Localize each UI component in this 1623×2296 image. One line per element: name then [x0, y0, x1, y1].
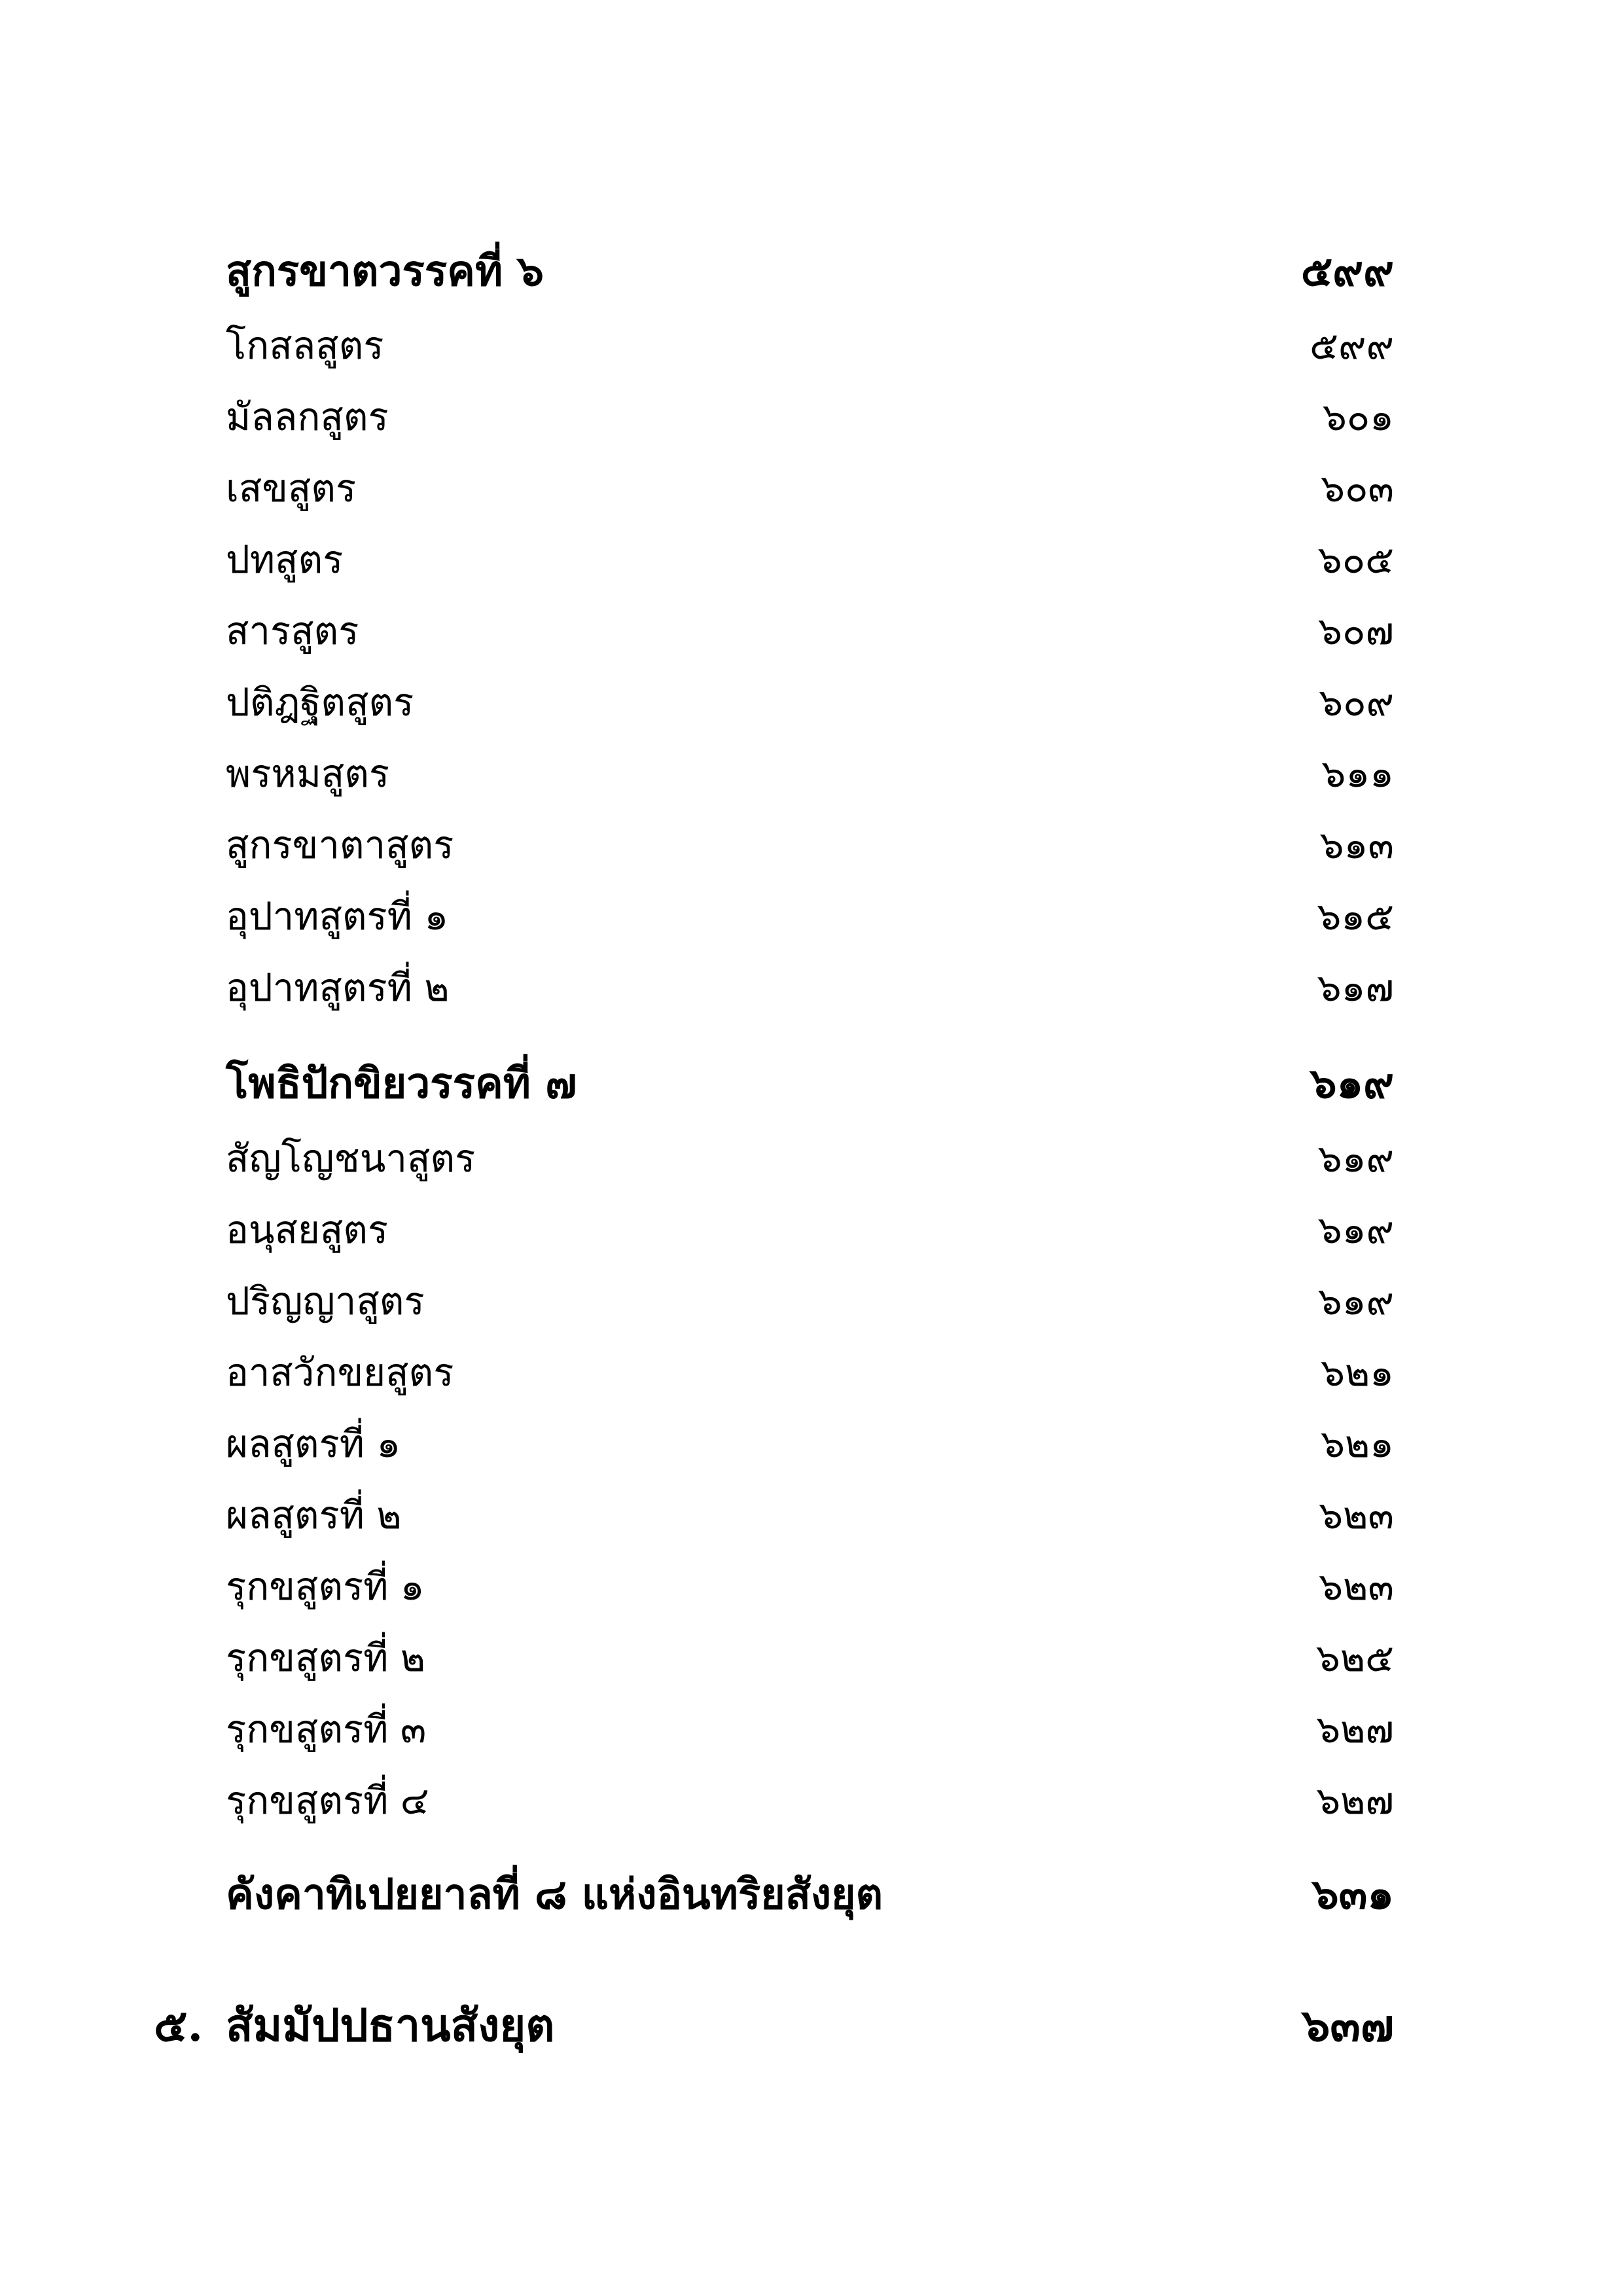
toc-item-page: ๖๐๕ — [1317, 537, 1394, 582]
toc-item-title: สัญโญชนาสูตร — [226, 1136, 476, 1181]
section-heading-title: คังคาทิเปยยาลที่ ๘ แห่งอินทริยสังยุต — [226, 1870, 883, 1919]
toc-item-page: ๖๒๑ — [1321, 1350, 1394, 1395]
toc-item — [226, 1554, 1394, 1619]
toc-item-page: ๖๑๑ — [1321, 751, 1394, 796]
section-heading — [226, 1051, 1394, 1117]
toc-item-page: ๖๒๑ — [1321, 1422, 1394, 1466]
toc-item-page: ๖๐๑ — [1322, 395, 1394, 439]
toc-item-title: ปติฎฐิตสูตร — [226, 680, 414, 725]
toc-item-page: ๖๐๗ — [1318, 609, 1394, 653]
major-entry-page: ๖๓๗ — [1302, 2000, 1394, 2052]
toc-item-title: พรหมสูตร — [226, 751, 390, 796]
toc-item — [226, 884, 1394, 949]
toc-item-page: ๖๐๙ — [1319, 680, 1394, 725]
toc-item-page: ๖๒๕ — [1316, 1636, 1394, 1680]
toc-item-page: ๖๑๙ — [1317, 1279, 1394, 1323]
section-heading — [226, 239, 1394, 304]
toc-item — [226, 1126, 1394, 1191]
toc-item-page: ๖๒๓ — [1319, 1493, 1394, 1537]
toc-item-title: สูกรขาตาสูตร — [226, 823, 454, 867]
toc-item-title: ปทสูตร — [226, 537, 344, 582]
toc-item — [226, 456, 1394, 521]
toc-item-title: รุกขสูตรที่ ๑ — [226, 1564, 425, 1609]
section-heading-page: ๖๓๑ — [1312, 1870, 1394, 1919]
toc-item — [226, 313, 1394, 378]
toc-item — [226, 1268, 1394, 1334]
toc-item — [226, 384, 1394, 450]
toc-item-title: อุปาทสูตรที่ ๒ — [226, 965, 450, 1010]
toc-item — [226, 598, 1394, 664]
toc-item-page: ๖๑๓ — [1319, 823, 1394, 867]
toc-item — [226, 1340, 1394, 1405]
major-entry-title: สัมมัปปธานสังยุต — [226, 2000, 555, 2052]
toc-item-page: ๖๑๙ — [1317, 1208, 1394, 1252]
toc-item-title: อาสวักขยสูตร — [226, 1350, 454, 1395]
toc-item-title: เสขสูตร — [226, 466, 357, 511]
toc-item-page: ๖๒๓ — [1319, 1564, 1394, 1609]
toc-item-title: มัลลกสูตร — [226, 395, 389, 439]
toc-item — [226, 812, 1394, 878]
toc-item-title: อนุสยสูตร — [226, 1208, 389, 1252]
toc-item-page: ๖๒๗ — [1316, 1778, 1394, 1823]
toc-item-page: ๖๑๙ — [1317, 1136, 1394, 1181]
toc-item-page: ๕๙๙ — [1310, 323, 1394, 368]
toc-item-page: ๖๑๗ — [1317, 965, 1394, 1010]
toc-item-page: ๖๐๓ — [1321, 466, 1394, 511]
section-heading-title: สูกรขาตวรรคที่ ๖ — [226, 247, 544, 296]
toc-item-title: โกสลสูตร — [226, 323, 384, 368]
toc-item — [226, 1696, 1394, 1762]
toc-item-page: ๖๒๗ — [1316, 1707, 1394, 1751]
toc-item — [226, 527, 1394, 592]
section-heading-title: โพธิปักขิยวรรคที่ ๗ — [226, 1059, 577, 1108]
toc-item — [226, 1197, 1394, 1263]
section-heading-page: ๕๙๙ — [1300, 247, 1394, 296]
toc-item — [226, 1768, 1394, 1833]
toc-item-title: รุกขสูตรที่ ๓ — [226, 1707, 427, 1751]
toc-item — [226, 741, 1394, 806]
toc-item-title: ผลสูตรที่ ๒ — [226, 1493, 402, 1537]
major-entry-number: ๕. — [154, 2000, 204, 2052]
section-heading — [226, 1862, 1394, 1928]
major-entry — [154, 1993, 1394, 2058]
toc-item — [226, 1482, 1394, 1548]
toc-item-title: ผลสูตรที่ ๑ — [226, 1422, 401, 1466]
toc-item-title: สารสูตร — [226, 609, 359, 653]
toc-item-title: ปริญญาสูตร — [226, 1279, 425, 1323]
toc-item — [226, 955, 1394, 1020]
section-heading-page: ๖๑๙ — [1310, 1059, 1394, 1108]
toc-item-title: รุกขสูตรที่ ๔ — [226, 1778, 429, 1823]
toc-item-title: รุกขสูตรที่ ๒ — [226, 1636, 426, 1680]
toc-item — [226, 1625, 1394, 1691]
toc-item-page: ๖๑๕ — [1317, 894, 1394, 939]
toc-item — [226, 670, 1394, 735]
toc-item-title: อุปาทสูตรที่ ๑ — [226, 894, 449, 939]
toc-item — [226, 1411, 1394, 1477]
